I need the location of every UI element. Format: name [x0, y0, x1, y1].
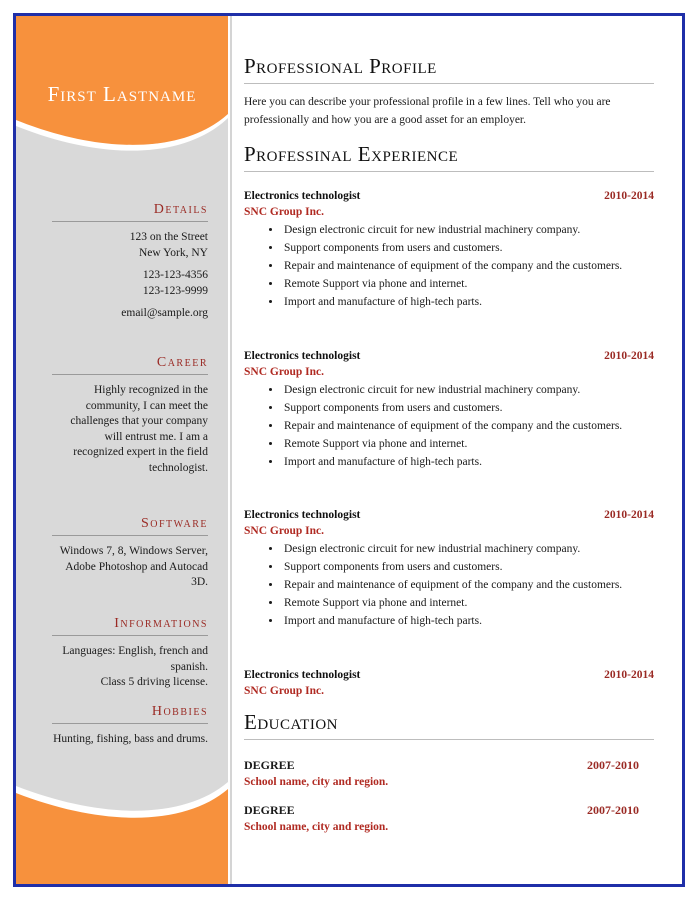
- job-bullet: • Support components from users and customers.: [282, 558, 654, 576]
- hobbies-section: [52, 704, 208, 748]
- languages-line: Languages: English, french and spanish.: [62, 645, 208, 673]
- job-bullet: • Repair and maintenance of equipment of the company and the customers.: [282, 257, 654, 275]
- license-line: Class 5 driving license.: [100, 676, 208, 688]
- degree: DEGREE: [244, 758, 295, 772]
- profile-text: Here you can describe your professional profile in a few lines. Tell who you are professionally and how you are a good asset for an employer.: [244, 96, 611, 126]
- job-bullet: • Support components from users and customers.: [282, 239, 654, 257]
- job-bullet: • Design electronic circuit for new industrial machinery company.: [282, 221, 654, 239]
- job-entry: [244, 507, 654, 630]
- software-text: Windows 7, 8, Windows Server, Adobe Photoshop and Autocad 3D.: [59, 545, 208, 588]
- phone-2: 123-123-9999: [142, 284, 208, 297]
- education-entry: [244, 757, 639, 790]
- software-heading: Software: [52, 516, 208, 536]
- job-title: Electronics technologist: [244, 350, 361, 362]
- address-line-1: 123 on the Street: [129, 231, 208, 243]
- job-entry: [244, 188, 654, 311]
- informations-section: [52, 616, 208, 691]
- job-bullet: • Design electronic circuit for new industrial machinery company.: [282, 381, 654, 399]
- job-entry: [244, 667, 654, 699]
- job-bullet: • Repair and maintenance of equipment of the company and the customers.: [282, 417, 654, 435]
- job-title: Electronics technologist: [244, 509, 361, 521]
- degree: DEGREE: [244, 803, 295, 817]
- hobbies-text: Hunting, fishing, bass and drums.: [53, 733, 208, 745]
- education-date: 2007-2010: [587, 803, 639, 817]
- education-entry: [244, 802, 639, 835]
- resume-page: [13, 13, 685, 887]
- education-heading: Education: [244, 710, 654, 740]
- job-title: Electronics technologist: [244, 190, 361, 202]
- school-name: School name, city and region.: [244, 821, 389, 833]
- job-date: 2010-2014: [604, 669, 654, 681]
- education-date: 2007-2010: [587, 758, 639, 772]
- job-bullet: • Import and manufacture of high-tech parts.: [282, 293, 654, 311]
- job-date: 2010-2014: [604, 350, 654, 362]
- informations-heading: Informations: [52, 616, 208, 636]
- job-date: 2010-2014: [604, 509, 654, 521]
- school-name: School name, city and region.: [244, 776, 389, 788]
- address-line-2: New York, NY: [138, 246, 208, 259]
- details-section: [52, 202, 208, 322]
- profile-heading: Professional Profile: [244, 54, 654, 84]
- phone-1: 123-123-4356: [142, 269, 208, 281]
- job-title: Electronics technologist: [244, 669, 361, 681]
- job-bullet: • Design electronic circuit for new industrial machinery company.: [282, 540, 654, 558]
- career-heading: Career: [52, 355, 208, 375]
- software-section: [52, 516, 208, 591]
- job-bullet: • Import and manufacture of high-tech parts.: [282, 612, 654, 630]
- hobbies-heading: Hobbies: [52, 704, 208, 724]
- job-company: SNC Group Inc.: [244, 685, 324, 697]
- job-company: SNC Group Inc.: [244, 525, 324, 537]
- candidate-name: First Lastname: [47, 82, 197, 106]
- job-bullet: • Support components from users and customers.: [282, 399, 654, 417]
- career-text: Highly recognized in the community, I can meet the challenges that your company will entrust me. I am a recognized expert in the field technologist.: [70, 384, 208, 474]
- job-bullet: • Remote Support via phone and internet.: [282, 435, 654, 453]
- job-date: 2010-2014: [604, 190, 654, 202]
- job-bullet: • Import and manufacture of high-tech parts.: [282, 453, 654, 471]
- job-bullet: • Repair and maintenance of equipment of the company and the customers.: [282, 576, 654, 594]
- job-bullet: • Remote Support via phone and internet.: [282, 275, 654, 293]
- job-company: SNC Group Inc.: [244, 366, 324, 378]
- experience-heading: Professinal Experience: [244, 142, 654, 172]
- sidebar: [16, 16, 228, 884]
- job-entry: [244, 348, 654, 471]
- job-company: SNC Group Inc.: [244, 206, 324, 218]
- column-divider: [230, 16, 232, 884]
- career-section: [52, 355, 208, 476]
- details-heading: Details: [52, 202, 208, 222]
- email: email@sample.org: [121, 307, 208, 319]
- job-bullet: • Remote Support via phone and internet.: [282, 594, 654, 612]
